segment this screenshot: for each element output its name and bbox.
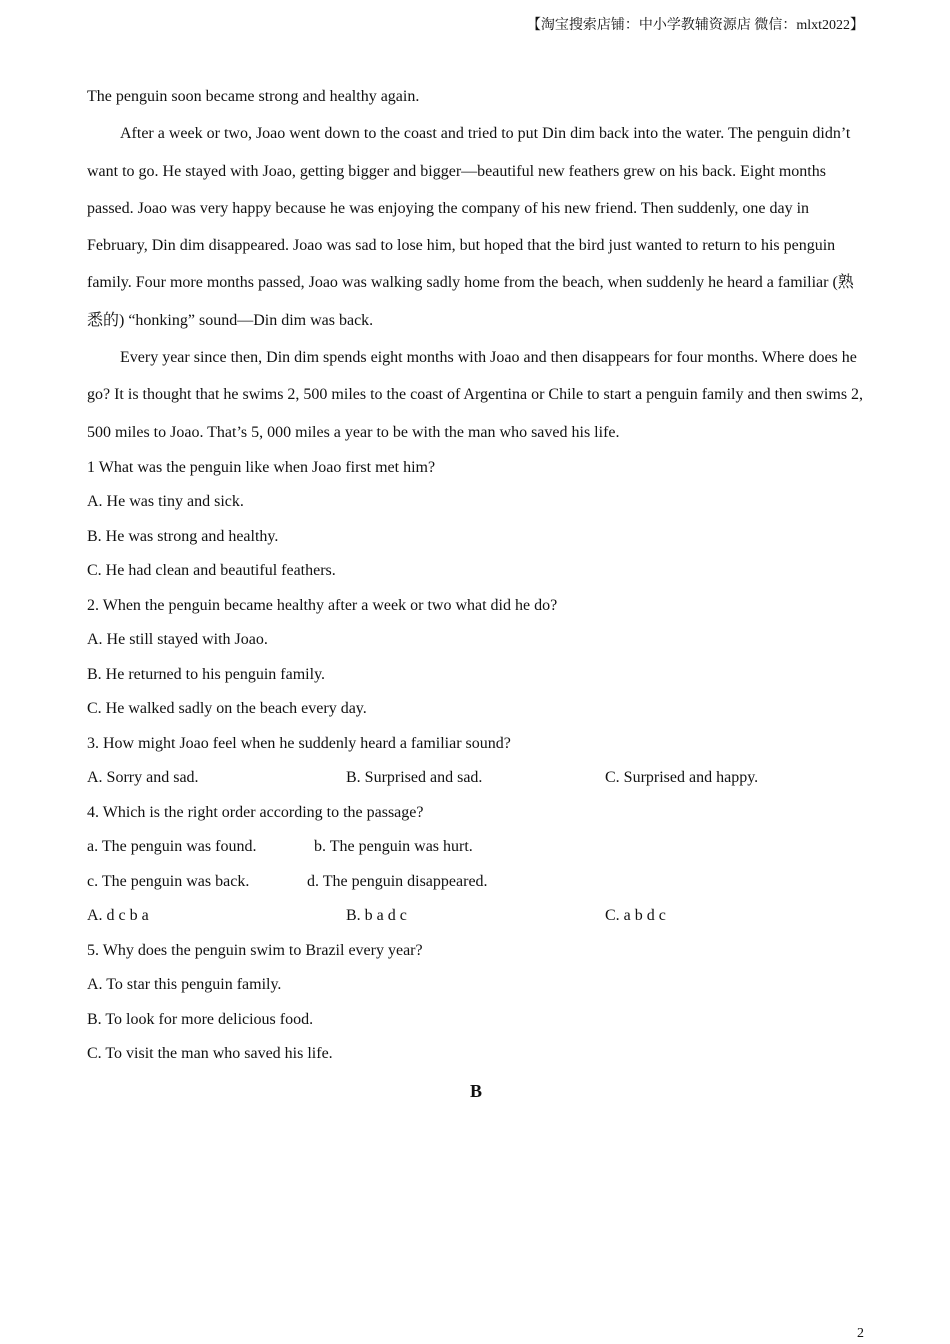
question-3-option-c: C. Surprised and happy. xyxy=(605,769,759,787)
question-4-stem: 4. Which is the right order according to the passage? xyxy=(87,803,424,821)
question-4-event-a: a. The penguin was found. xyxy=(87,838,257,856)
question-4-event-d: d. The penguin disappeared. xyxy=(307,872,488,890)
question-2-option-a: A. He still stayed with Joao. xyxy=(87,631,268,649)
question-2-option-b: B. He returned to his penguin family. xyxy=(87,665,326,683)
question-1-option-c: C. He had clean and beautiful feathers. xyxy=(87,562,336,580)
passage-paragraph-1: After a week or two, Joao went down to the coast and tried to put Din dim back into the water. The penguin didn’t want to go. He stayed with Joao, getting bigger and bigger—beautiful new feathers grew on his back. Eight months passed. Joao was very happy because he was enjoying the company of his new friend. Then suddenly, one day in February, Din dim disappeared. Joao was sad to lose him, but hoped that the bird just wanted to return to his penguin family. Four more months passed, Joao was walking sadly home from the beach, when suddenly he heard a familiar (熟悉的) “honking” sound—Din dim was back. xyxy=(87,125,854,329)
question-2-option-c: C. He walked sadly on the beach every day. xyxy=(87,700,367,718)
question-5-option-b: B. To look for more delicious food. xyxy=(87,1010,314,1028)
question-3-option-b: B. Surprised and sad. xyxy=(346,769,483,787)
page-number: 2 xyxy=(857,1326,864,1341)
question-1-option-b: B. He was strong and healthy. xyxy=(87,527,279,545)
passage-paragraph-2: Every year since then, Din dim spends eight months with Joao and then disappears for four months. Where does he go? It is thought that he swims 2, 500 miles to the coast of Argentina or Chile to start a penguin family and then swims 2, 500 miles to Joao. That’s 5, 000 miles a year to be with the man who saved his life. xyxy=(87,349,864,441)
passage-paragraph-0: The penguin soon became strong and healthy again. xyxy=(87,88,420,105)
question-4-option-c: C. a b d c xyxy=(605,907,666,925)
question-4-events-row-1 xyxy=(87,830,865,865)
question-1-option-a: A. He was tiny and sick. xyxy=(87,493,244,511)
document-body xyxy=(87,78,865,1110)
question-5-option-c: C. To visit the man who saved his life. xyxy=(87,1045,333,1063)
section-b-heading: B xyxy=(469,1080,482,1101)
question-1-stem: 1 What was the penguin like when Joao first met him? xyxy=(87,458,436,476)
question-4-option-b: B. b a d c xyxy=(346,907,407,925)
question-5-stem: 5. Why does the penguin swim to Brazil every year? xyxy=(87,941,423,959)
question-4-options xyxy=(87,899,865,934)
question-4-event-c: c. The penguin was back. xyxy=(87,872,250,890)
question-4-event-b: b. The penguin was hurt. xyxy=(314,838,473,856)
question-3-option-a: A. Sorry and sad. xyxy=(87,769,199,787)
question-2-stem: 2. When the penguin became healthy after a week or two what did he do? xyxy=(87,596,558,614)
page-header-watermark: 【淘宝搜索店铺：中小学教辅资源店 微信：mlxt2022】 xyxy=(526,18,864,33)
question-4-option-a: A. d c b a xyxy=(87,907,149,925)
question-3-options xyxy=(87,761,865,796)
question-3-stem: 3. How might Joao feel when he suddenly heard a familiar sound? xyxy=(87,734,511,752)
question-5-option-a: A. To star this penguin family. xyxy=(87,976,282,994)
question-4-events-row-2 xyxy=(87,865,865,900)
